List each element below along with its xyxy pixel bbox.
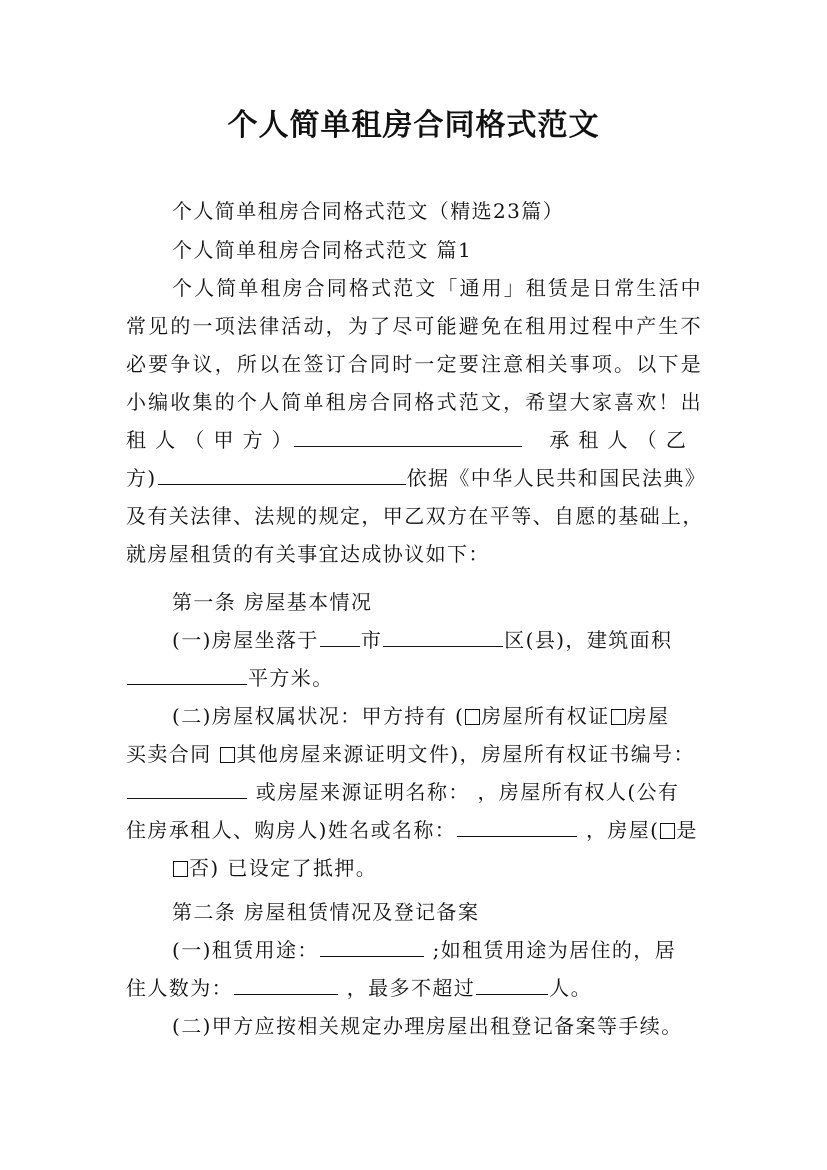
article1-p1: (一)房屋坐落于 市 区(县)，建筑面积	[172, 628, 673, 652]
article2-p1: (一)租赁用途： ;如租赁用途为居住的，居	[172, 938, 677, 962]
residents-blank	[234, 974, 338, 995]
intro-line-3: 必要争议，所以在签订合同时一定要注意相关事项。以下是	[126, 352, 702, 376]
intro-line-5: 租 人 （ 甲 方 ） 承 租 人 （ 乙	[126, 428, 688, 452]
district-blank	[383, 626, 503, 647]
article2-p2: 住人数为： ，最多不超过 人。	[126, 976, 592, 1000]
max-residents-blank	[476, 974, 548, 995]
article1-p2: (二)房屋权属状况：甲方持有 ( 房屋所有权证 房屋	[172, 704, 670, 728]
lessor-blank	[294, 426, 522, 447]
checkbox-other-docs	[220, 747, 235, 763]
checkbox-purchase-contract	[611, 709, 626, 725]
owner-name-blank	[457, 816, 577, 837]
checkbox-mortgage-no	[173, 861, 188, 877]
section-heading: 个人简单租房合同格式范文 篇1	[172, 238, 473, 262]
city-blank	[320, 626, 360, 647]
intro-line-2: 常见的一项法律活动，为了尽可能避免在租用过程中产生不	[126, 314, 702, 338]
article1-p5: 住房承租人、购房人)姓名或名称： ，房屋( 是	[126, 818, 698, 842]
purpose-blank	[320, 936, 424, 957]
article1-p4: 或房屋来源证明名称： ，房屋所有权人(公有	[126, 777, 702, 807]
checkbox-mortgage-yes	[660, 823, 675, 839]
intro-line-4: 小编收集的个人简单租房合同格式范文，希望大家喜欢！出	[126, 390, 702, 414]
checkbox-ownership-cert	[465, 709, 480, 725]
document-subtitle: 个人简单租房合同格式范文（精选23篇）	[172, 199, 565, 223]
article1-p1-cont: 平方米。	[126, 663, 702, 693]
article2-heading: 第二条 房屋租赁情况及登记备案	[172, 900, 480, 924]
article1-p3: 买卖合同 其他房屋来源证明文件)，房屋所有权证书编号：	[126, 742, 695, 766]
intro-line-8: 就房屋租赁的有关事宜达成协议如下：	[126, 542, 490, 566]
lessee-blank	[158, 464, 406, 485]
intro-line-7: 及有关法律、法规的规定，甲乙双方在平等、自愿的基础上，	[126, 504, 704, 528]
article1-heading: 第一条 房屋基本情况	[172, 590, 373, 614]
area-blank	[127, 664, 247, 685]
intro-line-6: 方) 依据《中华人民共和国民法典》	[126, 466, 707, 490]
cert-number-blank	[127, 778, 247, 799]
article2-p3: (二)甲方应按相关规定办理房屋出租登记备案等手续。	[172, 1014, 683, 1038]
article1-p6: 否) 已设定了抵押。	[172, 853, 702, 883]
intro-line-1: 个人简单租房合同格式范文「通用」租赁是日常生活中	[172, 276, 702, 300]
document-title: 个人简单租房合同格式范文	[227, 108, 600, 143]
